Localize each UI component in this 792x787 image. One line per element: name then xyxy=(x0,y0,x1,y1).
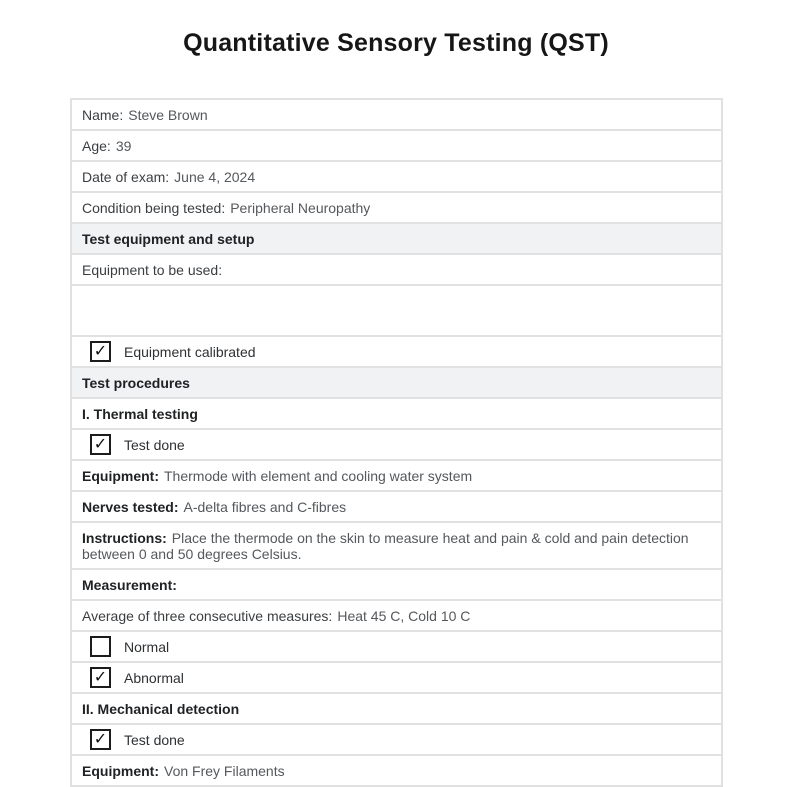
labeled-field-row xyxy=(72,523,721,570)
field-row xyxy=(72,100,721,131)
checked-checkbox-icon[interactable]: ✓ xyxy=(90,341,111,362)
row-label: I. Thermal testing xyxy=(82,406,198,422)
row-label: Date of exam: xyxy=(82,169,170,185)
row-value: Heat 45 C, Cold 10 C xyxy=(337,608,471,624)
labeled-field-row xyxy=(72,756,721,787)
subheading-row xyxy=(72,694,721,725)
checked-checkbox-icon[interactable]: ✓ xyxy=(90,729,111,750)
row-value: June 4, 2024 xyxy=(174,169,256,185)
blank-input-row[interactable] xyxy=(72,286,721,337)
section-header-row xyxy=(72,368,721,399)
row-value: Thermode with element and cooling water system xyxy=(164,468,473,484)
field-row xyxy=(72,601,721,632)
checked-checkbox-icon[interactable]: ✓ xyxy=(90,434,111,455)
checkbox-label: Test done xyxy=(124,436,185,453)
field-row xyxy=(72,255,721,286)
row-value: Peripheral Neuropathy xyxy=(230,200,371,216)
checkbox-label: Abnormal xyxy=(124,669,184,686)
page-title: Quantitative Sensory Testing (QST) xyxy=(183,29,609,57)
row-label: Equipment: xyxy=(82,763,159,779)
row-value: Place the thermode on the skin to measure heat and pain & cold and pain detection between 0 and 50 degrees Celsius. xyxy=(82,530,689,562)
row-label: Age: xyxy=(82,138,111,154)
row-label: Equipment to be used: xyxy=(82,262,223,278)
qst-form-table xyxy=(70,98,723,787)
checkbox-label: Equipment calibrated xyxy=(124,343,256,360)
checkbox-row xyxy=(72,725,721,756)
row-label: Test procedures xyxy=(82,375,190,391)
row-label: Nerves tested: xyxy=(82,499,179,515)
unchecked-checkbox-icon[interactable] xyxy=(90,636,111,657)
checkbox-row xyxy=(72,663,721,694)
row-label: II. Mechanical detection xyxy=(82,701,240,717)
subheading-row xyxy=(72,570,721,601)
row-label: Instructions: xyxy=(82,530,167,546)
labeled-field-row xyxy=(72,461,721,492)
row-label: Condition being tested: xyxy=(82,200,226,216)
row-label: Name: xyxy=(82,107,124,123)
row-value: Steve Brown xyxy=(128,107,208,123)
field-row xyxy=(72,193,721,224)
checkbox-row xyxy=(72,337,721,368)
checkbox-row xyxy=(72,632,721,663)
checkbox-label: Test done xyxy=(124,731,185,748)
checked-checkbox-icon[interactable]: ✓ xyxy=(90,667,111,688)
row-label: Average of three consecutive measures: xyxy=(82,608,333,624)
row-value: Von Frey Filaments xyxy=(164,763,285,779)
row-value: 39 xyxy=(115,138,132,154)
labeled-field-row xyxy=(72,492,721,523)
row-label: Equipment: xyxy=(82,468,159,484)
field-row xyxy=(72,162,721,193)
checkbox-label: Normal xyxy=(124,638,170,655)
row-label: Test equipment and setup xyxy=(82,231,255,247)
checkbox-row xyxy=(72,430,721,461)
section-header-row xyxy=(72,224,721,255)
field-row xyxy=(72,131,721,162)
row-value: A-delta fibres and C-fibres xyxy=(183,499,347,515)
subheading-row xyxy=(72,399,721,430)
row-label: Measurement: xyxy=(82,577,177,593)
